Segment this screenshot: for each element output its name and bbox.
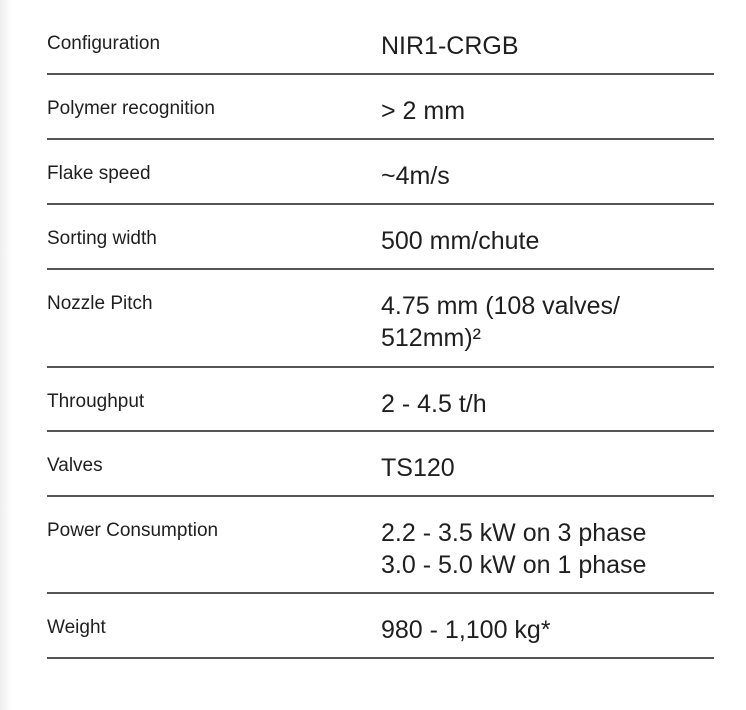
spec-value-line: 3.0 - 5.0 kW on 1 phase [381,551,647,579]
spec-row-polymer-recognition [47,75,714,140]
spec-value [381,30,714,62]
spec-value [381,160,714,192]
spec-table [47,10,714,659]
spec-row-configuration [47,10,714,75]
spec-value-line: 512mm)² [381,324,482,352]
spec-label: Throughput [47,391,145,412]
spec-row-valves [47,432,714,497]
spec-value [381,95,714,127]
spec-value-line: 500 mm/chute [381,227,540,255]
spec-row-nozzle-pitch [47,270,714,368]
spec-value-line: > 2 mm [381,97,466,125]
spec-row-power-consumption [47,497,714,594]
spec-row-throughput [47,368,714,432]
page-edge-shadow [0,0,12,710]
spec-label: Sorting width [47,228,157,249]
spec-row-flake-speed [47,140,714,205]
spec-row-weight [47,594,714,659]
spec-label: Configuration [47,33,161,54]
spec-label: Weight [47,617,106,638]
spec-row-sorting-width [47,205,714,270]
spec-value [381,517,714,581]
spec-label: Flake speed [47,163,151,184]
spec-value-line: TS120 [381,454,455,482]
spec-value-line: NIR1-CRGB [381,32,519,60]
spec-value-line: 980 - 1,100 kg* [381,616,551,644]
spec-value-line: 2.2 - 3.5 kW on 3 phase [381,519,647,547]
spec-label: Power Consumption [47,520,219,541]
spec-value-line: 2 - 4.5 t/h [381,390,487,418]
spec-label: Nozzle Pitch [47,293,153,314]
spec-value-line: 4.75 mm (108 valves/ [381,292,620,320]
spec-label: Polymer recognition [47,98,215,119]
spec-value [381,614,714,646]
spec-label: Valves [47,455,103,476]
spec-value [381,290,714,354]
spec-value [381,388,714,420]
spec-value [381,225,714,257]
spec-value-line: ~4m/s [381,162,450,190]
spec-value [381,452,714,484]
